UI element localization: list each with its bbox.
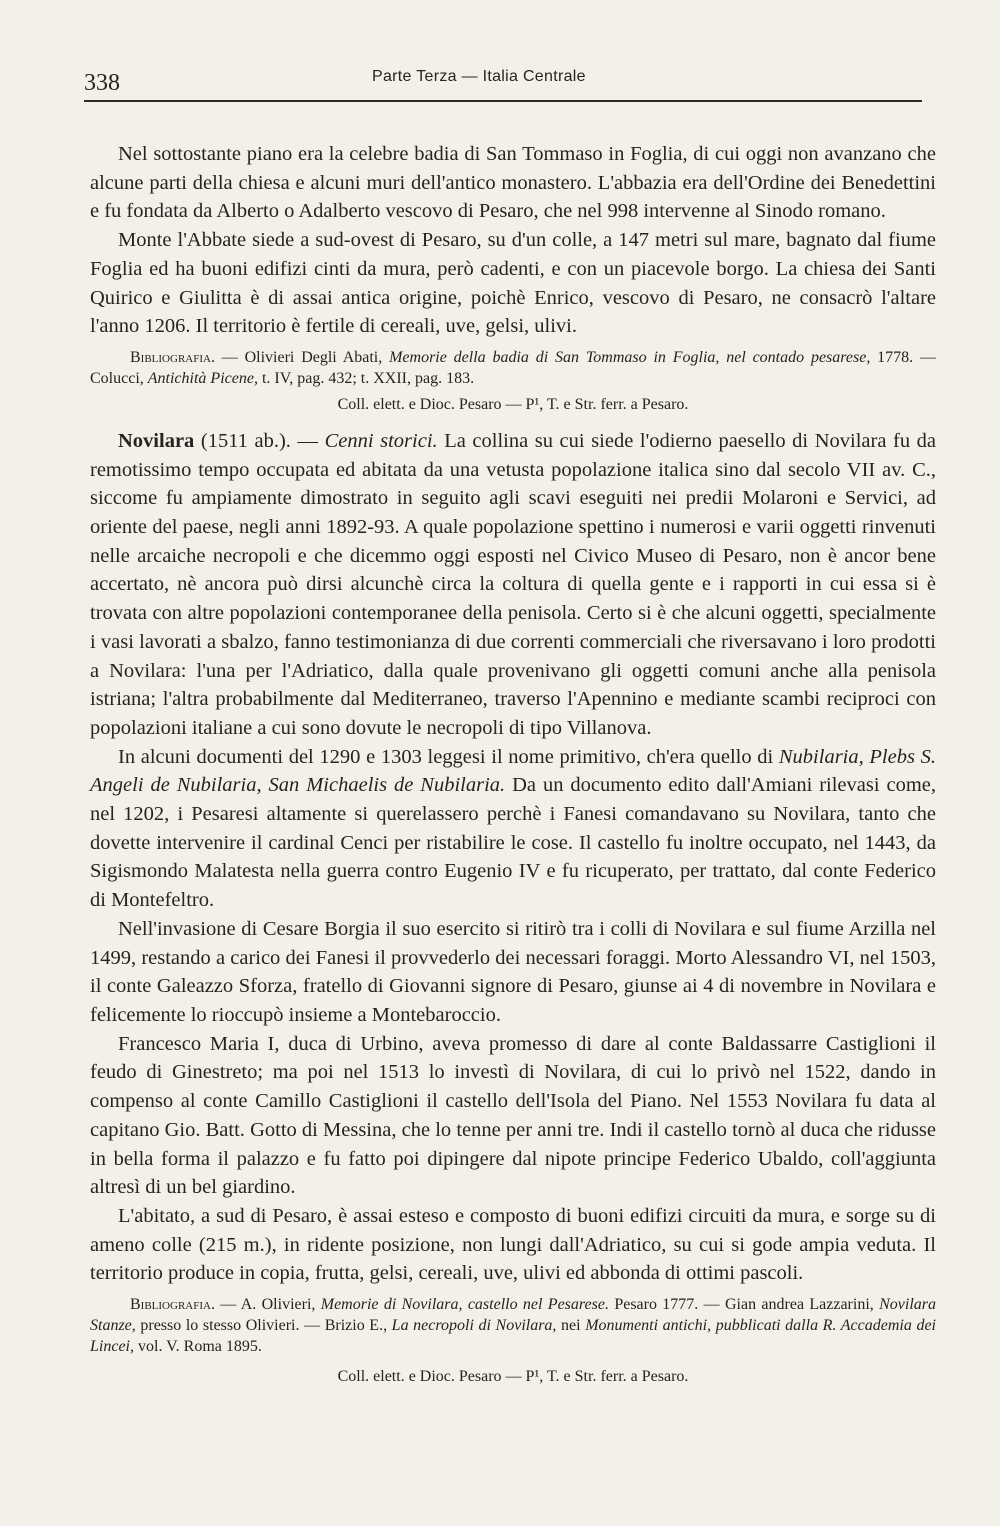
page-number: 338 [84, 70, 120, 96]
bibliography-monte-abbate: Bibliografia. — Olivieri Degli Abati, Memorie della badia di San Tommaso in Foglia, nel contado pesarese, 1778. — Colucci, Antichità Picene, t. IV, pag. 432; t. XXII, pag. 183. [90, 348, 937, 387]
collegio-line-monte-abbate: Coll. elett. e Dioc. Pesaro — P¹, T. e Str. ferr. a Pesaro. [337, 395, 689, 413]
page-body [90, 140, 936, 1399]
bibliography-label: Bibliografia. [130, 348, 215, 366]
bibliography-label: Bibliografia. [130, 1296, 215, 1314]
section-title-novilara: Novilara [118, 429, 195, 452]
paragraph-abitato: L'abitato, a sud di Pesaro, è assai esteso e composto di buoni edifizi circuiti da mura, e sorge su di ameno colle (215 m.), in ridente posizione, non lungi dall'Adriatico, su cui si gode ampia veduta. Il territorio produce in copia, frutta, gelsi, cereali, uve, ulivi ed abbonda di ottimi pascoli. [90, 1204, 936, 1285]
bibliography-novilara: Bibliografia. — A. Olivieri, Memorie di Novilara, castello nel Pesarese. Pesaro 1777. — Gian andrea Lazzarini, Novilara Stanze, presso lo stesso Olivieri. — Brizio E., La necropoli di Novilara, nei Monumenti antichi, pubblicati dalla R. Accademia dei Lincei, vol. V. Roma 1895. [90, 1296, 937, 1356]
paragraph-nubilaria: In alcuni documenti del 1290 e 1303 leggesi il nome primitivo, ch'era quello di Nubilaria, Plebs S. Angeli de Nubilaria, San Michaelis de Nubilaria. Da un documento edito dall'Amiani rilevasi come, nel 1202, i Pesaresi altamente si querelassero perchè i Fanesi comandavano su Novilara, tanto che dovette intervenire il cardinal Cenci per ristabilire le cose. Il castello fu inoltre occupato, nel 1443, da Sigismondo Malatesta nella guerra contro Eugenio IV e fu ricuperato, per trattato, dal conte Federico di Montefeltro. [90, 745, 937, 912]
paragraph-francesco-maria: Francesco Maria I, duca di Urbino, aveva promesso di dare al conte Baldassarre Castiglioni il feudo di Ginestreto; ma poi nel 1513 lo investì di Novilara, di cui lo privò nel 1522, dando in compenso al conte Camillo Castiglioni il castello dell'Isola del Piano. Nel 1553 Novilara fu data al capitano Gio. Batt. Gotto di Messina, che lo tenne per anni tre. Indi il castello tornò al duca che ridusse in bella forma il palazzo e fu fatto poi dipingere dal nipote principe Federico Ubaldo, coll'aggiunta altresì di un bel giardino. [90, 1032, 936, 1199]
header-rule [84, 100, 922, 102]
paragraph-san-tommaso: Nel sottostante piano era la celebre badia di San Tommaso in Foglia, di cui oggi non avanzano che alcune parti della chiesa e alcuni muri dell'antico monastero. L'abbazia era dell'Ordine dei Benedettini e fu fondata da Alberto o Adalberto vescovo di Pesaro, che nel 998 intervenne al Sinodo romano. [90, 143, 936, 223]
paragraph-cesare-borgia: Nell'invasione di Cesare Borgia il suo esercito si ritirò tra i colli di Novilara e sul fiume Arzilla nel 1499, restando a carico dei Fanesi il provvederlo dei necessari foraggi. Morto Alessandro VI, nel 1503, il conte Galeazzo Sforza, fratello di Giovanni signore di Pesaro, giunse ai 4 di novembre in Novilara e felicemente lo rioccupò insieme a Montebaroccio. [90, 917, 936, 1026]
paragraph-monte-abbate: Monte l'Abbate siede a sud-ovest di Pesaro, su d'un colle, a 147 metri sul mare, bagnato dal fiume Foglia ed ha buoni edifizi cinti da mura, però cadenti, e con un piacevole borgo. La chiesa dei Santi Quirico e Giulitta è di assai antica origine, poichè Enrico, vescovo di Pesaro, ne consacrò l'altare l'anno 1206. Il territorio è fertile di cereali, uve, gelsi, ulivi. [90, 229, 936, 338]
paragraph-novilara-intro: Novilara (1511 ab.). — Cenni storici. La collina su cui siede l'odierno paesello di Novilara fu da remotissimo tempo occupata ed abitata da una vetusta popolazione italica sino dal secolo VII av. C., siccome fu ampiamente dimostrato in seguito agli scavi eseguiti nei predii Molaroni e Servici, ad oriente del paese, negli anni 1892-93. A quale popolazione spettino i numerosi e varii oggetti rinvenuti nelle arcaiche necropoli e che dicemmo oggi esposti nel Civico Museo di Pesaro, non è ancor bene accertato, nè ancora può dirsi alcunchè circa la coltura di quella gente e i rapporti in cui essa si è trovata con altre popolazioni contemporanee della penisola. Certo si è che alcuni oggetti, specialmente i vasi lavorati a sbalzo, fanno testimonianza di due correnti commerciali che riversavano i loro prodotti a Novilara: l'una per l'Adriatico, dalla quale provenivano gli oggetti comuni anche alla penisola istriana; l'altra probabilmente dal Mediterraneo, traverso l'Apennino e mediante scambi reciproci con popolazioni italiane a cui sono dovute le necropoli di tipo Villanova. [90, 429, 936, 739]
page-header [84, 66, 922, 98]
collegio-line-novilara: Coll. elett. e Dioc. Pesaro — P¹, T. e Str. ferr. a Pesaro. [337, 1368, 689, 1386]
running-title: Parte Terza — Italia Centrale [372, 68, 586, 85]
